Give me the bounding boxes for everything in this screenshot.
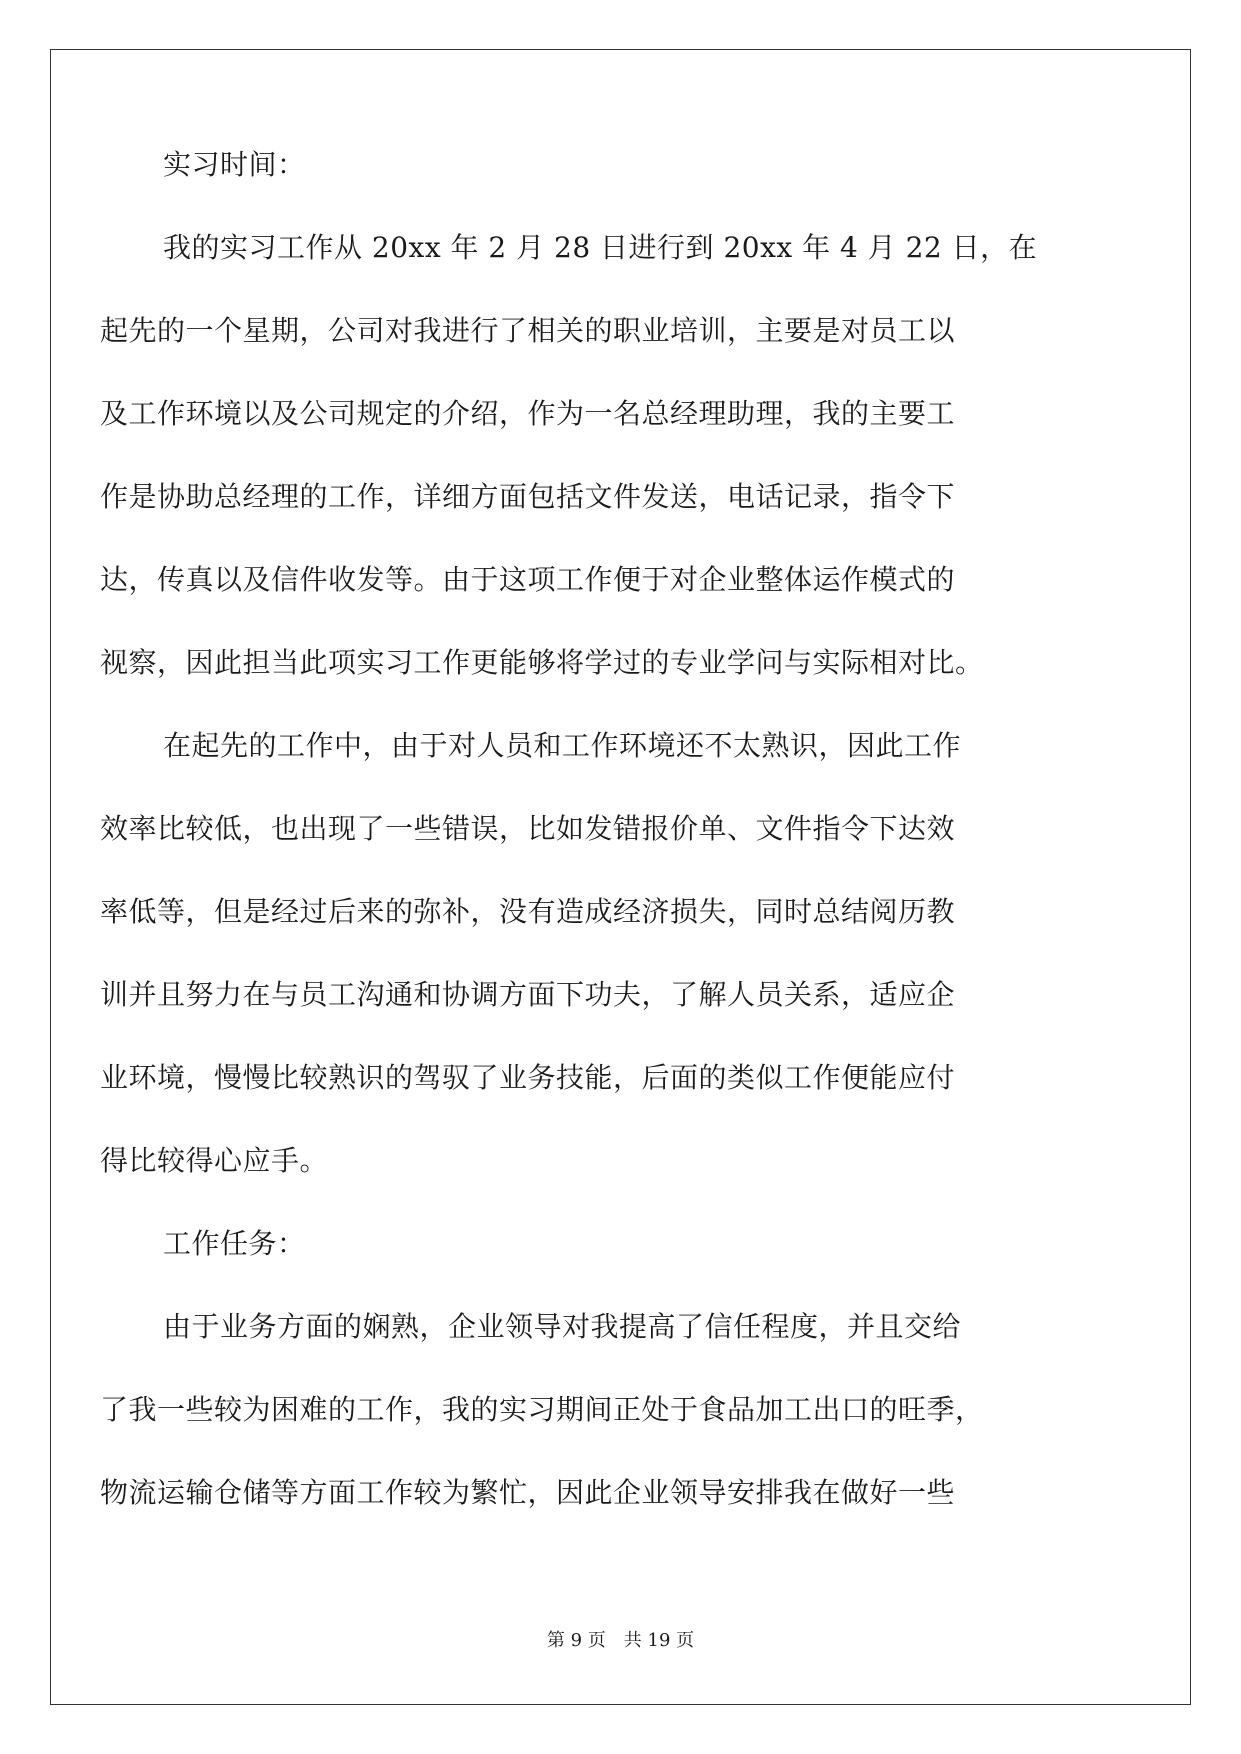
paragraph-line: 训并且努力在与员工沟通和协调方面下功夫，了解人员关系，适应企 — [100, 978, 956, 1011]
paragraph-line: 效率比较低，也出现了一些错误，比如发错报价单、文件指令下达效 — [100, 812, 956, 845]
section-heading-work-tasks: 工作任务： — [163, 1227, 306, 1260]
paragraph-line: 视察，因此担当此项实习工作更能够将学过的专业学问与实际相对比。 — [100, 646, 984, 679]
page-footer — [0, 1626, 1241, 1652]
paragraph-line: 及工作环境以及公司规定的介绍，作为一名总经理助理，我的主要工 — [100, 397, 956, 430]
paragraph-line: 作是协助总经理的工作，详细方面包括文件发送，电话记录，指令下 — [100, 480, 956, 513]
paragraph-line: 我的实习工作从 20xx 年 2 月 28 日进行到 20xx 年 4 月 22 日，在 — [163, 231, 1038, 264]
page-number: 第 9 页 — [546, 1630, 606, 1651]
paragraph-line: 了我一些较为困难的工作，我的实习期间正处于食品加工出口的旺季， — [100, 1393, 984, 1426]
paragraph-line: 由于业务方面的娴熟，企业领导对我提高了信任程度，并且交给 — [163, 1310, 962, 1343]
paragraph-line: 在起先的工作中，由于对人员和工作环境还不太熟识，因此工作 — [163, 729, 962, 762]
paragraph-line: 率低等，但是经过后来的弥补，没有造成经济损失，同时总结阅历教 — [100, 895, 956, 928]
paragraph-line: 达，传真以及信件收发等。由于这项工作便于对企业整体运作模式的 — [100, 563, 956, 596]
paragraph-line: 起先的一个星期，公司对我进行了相关的职业培训，主要是对员工以 — [100, 314, 956, 347]
page-total: 共 19 页 — [623, 1630, 695, 1651]
paragraph-line: 物流运输仓储等方面工作较为繁忙，因此企业领导安排我在做好一些 — [100, 1476, 956, 1509]
document-body — [100, 123, 1040, 1534]
paragraph-line: 业环境，慢慢比较熟识的驾驭了业务技能，后面的类似工作便能应付 — [100, 1061, 956, 1094]
paragraph-line: 得比较得心应手。 — [100, 1144, 329, 1177]
section-heading-internship-time: 实习时间： — [163, 148, 306, 181]
